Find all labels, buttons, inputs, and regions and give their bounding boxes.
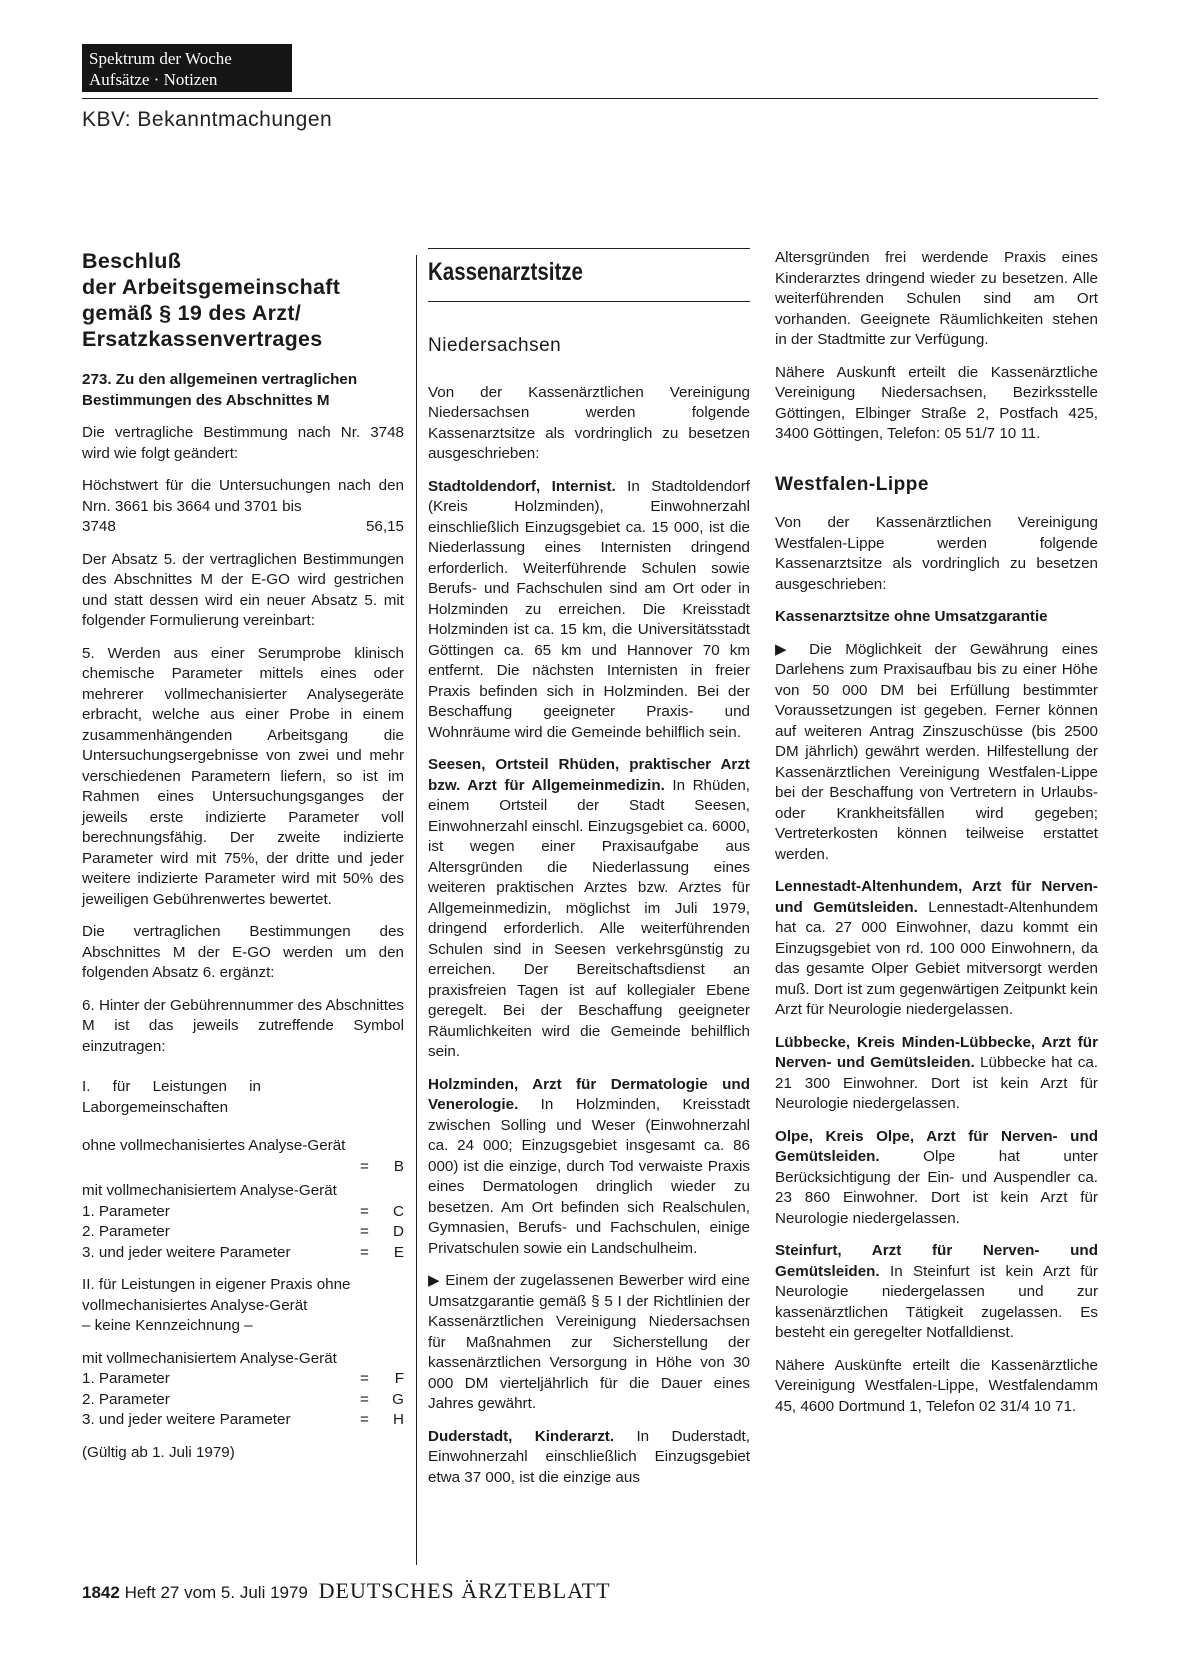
equals: = [360, 1390, 369, 1408]
paragraph: Die vertragliche Bestimmung nach Nr. 3748 wird wie folgt geändert: [82, 424, 404, 462]
paragraph: ▶ Einem der zugelassenen Bewerber wird eine Umsatzgarantie gemäß § 5 I der Richtlinien der Kassenärztlichen Vereinigung Niedersachsen für Maßnahmen zur Sicherstellung der kassenärztlichen Versorgung in Höhe von 30 000 DM vierteljährlich für die Dauer eines Jahres gewährt. [428, 1272, 750, 1412]
column-westfalen [775, 248, 1098, 1429]
symbol: B [393, 1157, 404, 1175]
equals: = [360, 1202, 369, 1220]
header-rule [82, 98, 1098, 99]
list-item: – keine Kennzeichnung – [82, 1317, 253, 1334]
symbol: E [393, 1243, 404, 1261]
region-heading: Niedersachsen [428, 335, 562, 356]
equals: = [360, 1370, 369, 1387]
equals: = [360, 1223, 369, 1240]
list-item: 2. Parameter [82, 1390, 170, 1408]
paragraph: ▶ Die Möglichkeit der Gewährung eines Darlehens zum Praxisaufbau bis zu einer Höhe von 50 000 DM bei Erfüllung bestimmter Voraussetzungen ist gegeben. Ferner können auf weiteren Antrag Zinszuschüsse (bis 2500 DM jährlich) gewährt werden. Hilfestellung der Kassenärztlichen Vereinigung Westfalen-Lippe bei der Beschaffung von Vertretern in Urlaubs- oder Krankheitsfällen wird gegeben; Vertreterkosten können teilweise erstattet werden. [775, 640, 1098, 863]
list-item: 3. und jeder weitere Parameter [82, 1411, 291, 1428]
symbol: F [394, 1370, 404, 1387]
listing-lead: Olpe, Kreis Olpe, Arzt für Nerven- und Gemütsleiden. [775, 1127, 1098, 1165]
headline-line-3: gemäß § 19 des Arzt/ [82, 301, 302, 325]
list-item: ohne vollmechanisiertes Analyse-Gerät [82, 1137, 346, 1154]
article-headline [82, 248, 404, 352]
equals: = [360, 1157, 369, 1175]
listing [428, 1427, 750, 1489]
paragraph: Von der Kassenärztlichen Vereinigung Westfalen-Lippe werden folgende Kassenarztsitze als vordringlich zu besetzen ausgeschrieben: [775, 514, 1098, 593]
symbol: G [392, 1390, 404, 1408]
list-item: 1. Parameter [82, 1202, 170, 1220]
list-item: mit vollmechanisiertem Analyse-Gerät [82, 1182, 337, 1199]
symbol-list-1 [82, 1136, 404, 1263]
paragraph: Die vertraglichen Bestimmungen des Abschnittes M der E-GO werden um den folgenden Absatz 6. ergänzt: [82, 923, 404, 981]
paragraph-subhead: 273. Zu den allgemeinen vertraglichen Bestimmungen des Abschnittes M [82, 371, 358, 409]
listing-lead: Holzminden, Arzt für Dermatologie und Venerologie. [428, 1075, 750, 1113]
list-item: 3. und jeder weitere Parameter [82, 1243, 291, 1261]
column-divider [416, 255, 417, 1565]
listing-lead: Lennestadt-Altenhundem, Arzt für Nerven- und Gemütsleiden. [775, 878, 1098, 916]
symbol: H [393, 1411, 404, 1428]
page-number: 1842 [82, 1583, 120, 1602]
equals: = [360, 1411, 369, 1428]
title-rule-top [428, 248, 750, 249]
region-heading: Westfalen-Lippe [775, 473, 929, 495]
list-item: 2. Parameter [82, 1223, 170, 1240]
hoechstwert-block [82, 476, 404, 538]
paragraph: 5. Werden aus einer Serumprobe klinisch chemische Parameter mittels eines oder mehrerer vollmechanisierter Analysegeräte erbracht, welche aus einer Probe in einem zusammenhängenden Arbeitsgang die Untersuchungsergebnisse von zwei und mehr verschiedenen Parametern liefern, so ist im Rahmen eines Untersuchungsganges der jeweils erste indizierte Parameter voll berechnungsfähig. Der zweite indizierte Parameter wird mit 75%, der dritte und jeder weitere indizierte Parameter wird mit 50% des jeweiligen Gebührenwertes bewertet. [82, 644, 404, 908]
symbol: D [393, 1223, 404, 1240]
listing-lead: Seesen, Ortsteil Rhüden, praktischer Arzt bzw. Arzt für Allgemeinmedizin. [428, 756, 750, 794]
headline-line-2: der Arbeitsgemeinschaft [82, 275, 341, 299]
listing [775, 1033, 1098, 1115]
column-beschluss [82, 248, 404, 1463]
rubric-line-2: Aufsätze · Notizen [89, 70, 218, 89]
paragraph: 6. Hinter der Gebührennummer des Abschnittes M ist das jeweils zutreffende Symbol einzutragen: [82, 996, 404, 1055]
headline-line-1: Beschluß [82, 249, 182, 273]
listing [428, 1075, 750, 1260]
list-title: II. für Leistungen in eigener Praxis ohne vollmechanisiertes Analyse-Gerät [82, 1276, 351, 1314]
listing [775, 1127, 1098, 1230]
listing-text: Lübbecke hat ca. 21 300 Einwohner. Dort ist kein Arzt für Neurologie niedergelassen. [775, 1054, 1098, 1112]
rubric-line-1: Spektrum der Woche [89, 49, 232, 68]
listing [428, 477, 750, 744]
validity-note: (Gültig ab 1. Juli 1979) [82, 1443, 235, 1461]
listing-text: In Holzminden, Kreisstadt zwischen Solling und Weser (Einwohnerzahl ca. 24 000; Einzugsgebiet insgesamt ca. 86 000) ist die einzige, durch Tod verwaiste Praxis eines Dermatologen dringlich wieder zu besetzen. Am Ort befinden sich Realschulen, Gymnasien, Berufs- und Fachschulen, einige Privatschulen sowie ein Landschulheim. [428, 1096, 750, 1257]
magazine-name: DEUTSCHES ÄRZTEBLATT [318, 1578, 611, 1603]
listing-text: In Steinfurt ist kein Arzt für Neurologie niedergelassen und zur kassenärztlichen Tätigkeit zugelassen. Es besteht ein geregelter Notfalldienst. [775, 1262, 1098, 1341]
listing [428, 755, 750, 1063]
listing-lead: Steinfurt, Arzt für Nerven- und Gemütsleiden. [775, 1242, 1098, 1280]
listing [775, 1241, 1098, 1344]
headline-line-4: Ersatzkassenvertrages [82, 327, 323, 351]
paragraph: Nähere Auskunft erteilt die Kassenärztliche Vereinigung Niedersachsen, Bezirksstelle Göttingen, Elbinger Straße 2, Postfach 425, 3400 Göttingen, Telefon: 05 51/7 10 11. [775, 363, 1098, 442]
number-label: 3748 [82, 518, 116, 535]
paragraph: Höchstwert für die Untersuchungen nach den Nrn. 3661 bis 3664 und 3701 bis [82, 477, 404, 515]
page-footer [82, 1578, 611, 1604]
paragraph: Von der Kassenärztlichen Vereinigung Niedersachsen werden folgende Kassenarztsitze als vordringlich zu besetzen ausgeschrieben: [428, 383, 750, 462]
title-rule-bottom [428, 301, 750, 302]
column-kassenarztsitze [428, 248, 750, 1500]
listing-text: Olpe hat unter Berücksichtigung der Ein- und Auspendler ca. 23 860 Einwohner. Dort ist kein Arzt für Neurologie niedergelassen. [775, 1148, 1098, 1227]
paragraph-subhead: Kassenarztsitze ohne Umsatzgarantie [775, 608, 1048, 625]
listing-text: Lennestadt-Altenhundem hat ca. 27 000 Einwohner, dazu kommt ein Einzugsgebiet von rd. 100 000 Einwohnern, da das gesamte Olper Gebiet mitversorgt werden muß. Dort ist zum gegenwärtigen Zeitpunkt kein Arzt für Neurologie niedergelassen. [775, 898, 1099, 1018]
list-item: 1. Parameter [82, 1370, 170, 1387]
list-item: mit vollmechanisiertem Analyse-Gerät [82, 1349, 337, 1367]
paragraph: Der Absatz 5. der vertraglichen Bestimmungen des Abschnittes M der E-GO wird gestrichen und statt dessen wird ein neuer Absatz 5. mit folgender Formulierung vereinbart: [82, 550, 404, 629]
value: 56,15 [365, 518, 404, 535]
listing-lead: Lübbecke, Kreis Minden-Lübbecke, Arzt für Nerven- und Gemütsleiden. [775, 1033, 1098, 1071]
symbol: C [393, 1202, 404, 1220]
issue-info: Heft 27 vom 5. Juli 1979 [124, 1583, 308, 1602]
equals: = [360, 1243, 369, 1261]
paragraph: Altersgründen frei werdende Praxis eines Kinderarztes dringend wieder zu besetzen. Alle weiterführenden Schulen sind am Ort vorhanden. Geeignete Räumlichkeiten stehen in der Stadtmitte zur Verfügung. [775, 249, 1098, 348]
article-title: Kassenarztsitze [428, 258, 583, 286]
section-title: KBV: Bekanntmachungen [82, 108, 333, 131]
listing-lead: Duderstadt, Kinderarzt. [428, 1427, 615, 1445]
symbol-list-2 [82, 1275, 404, 1431]
listing [775, 877, 1098, 1021]
listing-text: In Duderstadt, Einwohnerzahl einschließlich Einzugsgebiet etwa 37 000, ist die einzige aus [428, 1427, 750, 1486]
paragraph: Nähere Auskünfte erteilt die Kassenärztliche Vereinigung Westfalen-Lippe, Westfalendamm 45, 4600 Dortmund 1, Telefon 02 31/4 10 71. [775, 1356, 1098, 1415]
listing-lead: Stadtoldendorf, Internist. [428, 477, 616, 495]
list-title: I. für Leistungen in Laborgemeinschaften [82, 1078, 261, 1116]
listing-text: In Rhüden, einem Ortsteil der Stadt Seesen, Einwohnerzahl einschl. Einzugsgebiet ca. 6000, ist wegen einer Praxisaufgabe aus Altersgründen die Niederlassung eines weiteren praktischen Arztes bzw. Arztes für Allgemeinmedizin, möglichst im Juli 1979, dringend erforderlich. Alle weiterführenden Schulen sind in Seesen verkehrsgünstig zu erreichen. Der Bereitschaftsdienst an praxisfreien Tagen ist auf kollegialer Ebene geregelt. Bei der Beschaffung geeigneter Räumlichkeiten wird die Gemeinde behilflich sein. [428, 776, 750, 1060]
listing-text: In Stadtoldendorf (Kreis Holzminden), Einwohnerzahl einschließlich Einzugsgebiet ca. 15 000, ist die Niederlassung eines Internisten dringend erforderlich. Weiterführende Schulen sowie Berufs- und Fachschulen sind am Ort oder in Holzminden zu erreichen. Die Kreisstadt Holzminden ist ca. 15 km, die Universitätsstadt Göttingen ca. 65 km und Hannover 70 km entfernt. Die nächsten Internisten in freier Praxis befinden sich in Holzminden. Bei der Beschaffung geeigneter Praxis- und Wohnräume wird die Gemeinde behilflich sein. [428, 477, 751, 741]
rubric-badge [82, 44, 292, 92]
